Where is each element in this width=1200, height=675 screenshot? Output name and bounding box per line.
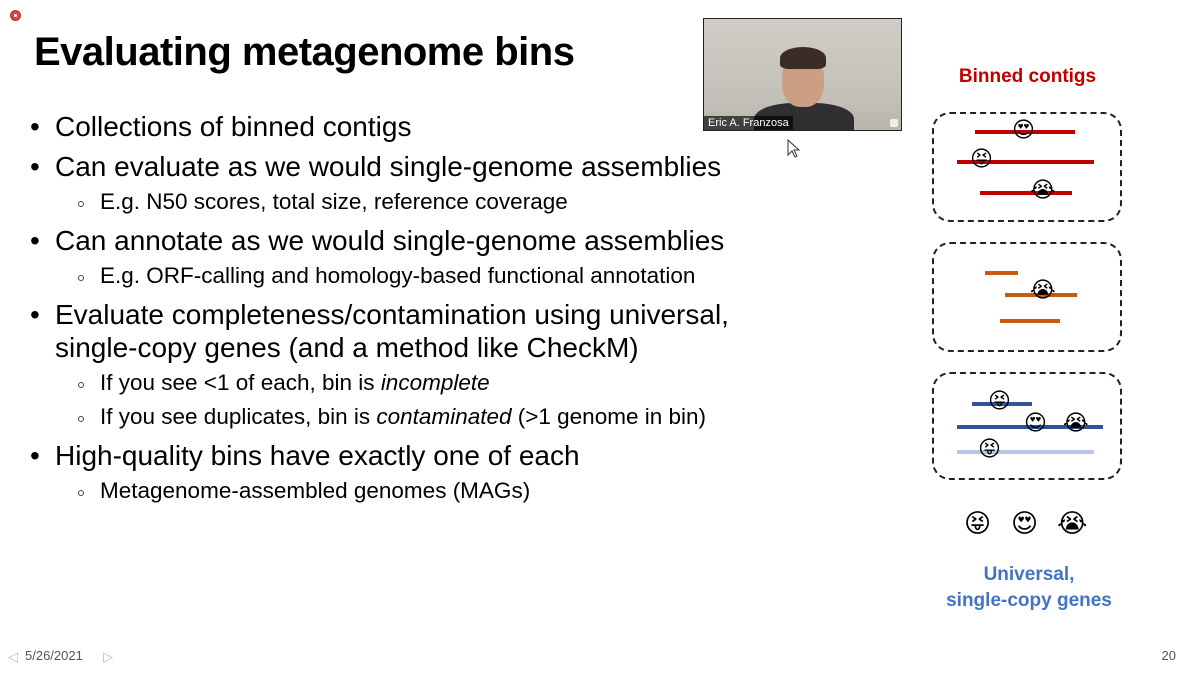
bullet-annotate: • Can annotate as we would single-genome assemblies [30, 224, 890, 257]
crying-emoji-icon: 😭 [1030, 278, 1056, 303]
next-slide-arrow-icon[interactable]: ▷ [103, 649, 113, 664]
slide-title: Evaluating metagenome bins [34, 30, 575, 74]
presenter-name: Eric A. Franzosa [704, 116, 793, 130]
tongue-emoji-icon: 😝 [970, 147, 993, 172]
bullet-list [30, 110, 890, 506]
previous-slide-arrow-icon[interactable]: ◁ [8, 649, 18, 664]
presenter-hair [780, 47, 826, 69]
bullet-collections: • Collections of binned contigs [30, 110, 890, 143]
bullet-completeness-line2: single-copy genes (and a method like CheckM) [55, 332, 639, 363]
contig-line [1000, 319, 1060, 323]
sub-bullet-orf: E.g. ORF-calling and homology-based functional annotation [30, 261, 890, 291]
bullet-high-quality: • High-quality bins have exactly one of each [30, 439, 890, 472]
contig-line [980, 191, 1072, 195]
sub-bullet-contaminated [30, 402, 890, 432]
heart-eyes-emoji-icon: 😍 [1012, 118, 1035, 143]
incomplete-emphasis: incomplete [380, 370, 490, 395]
crying-emoji-icon: 😭 [1063, 411, 1089, 436]
tongue-emoji-icon: 😝 [988, 389, 1011, 414]
slide-date: 5/26/2021 [25, 648, 83, 663]
mouse-cursor-icon [787, 139, 801, 159]
heart-eyes-emoji-icon: 😍 [1024, 411, 1047, 436]
tongue-emoji-icon: 😝 [964, 509, 992, 539]
microphone-icon [890, 119, 898, 127]
contaminated-text: If you see duplicates, bin is [100, 404, 377, 429]
contig-line [985, 271, 1018, 275]
presenter-video[interactable] [703, 18, 902, 131]
bullet-completeness [30, 298, 890, 364]
incomplete-text: If you see <1 of each, bin is [100, 370, 381, 395]
universal-genes-caption [930, 562, 1128, 614]
sub-bullet-n50: E.g. N50 scores, total size, reference coverage [30, 187, 890, 217]
sub-bullet-mags: Metagenome-assembled genomes (MAGs) [30, 476, 890, 506]
universal-caption-line1: Universal, [983, 564, 1075, 585]
sub-bullet-incomplete [30, 368, 890, 398]
slide-number: 20 [1161, 648, 1176, 663]
bullet-completeness-line1: Evaluate completeness/contamination using universal, [55, 299, 729, 330]
recording-indicator-icon [10, 10, 21, 21]
contaminated-suffix: (>1 genome in bin) [511, 404, 706, 429]
binned-contigs-title: Binned contigs [958, 66, 1097, 87]
universal-caption-line2: single-copy genes [946, 590, 1112, 611]
tongue-emoji-icon: 😝 [978, 437, 1001, 462]
bin-box-2 [932, 242, 1122, 352]
crying-emoji-icon: 😭 [1030, 178, 1056, 203]
crying-emoji-icon: 😭 [1057, 509, 1088, 539]
heart-eyes-emoji-icon: 😍 [1011, 509, 1039, 539]
contaminated-emphasis: contaminated [376, 404, 512, 429]
bullet-evaluate: • Can evaluate as we would single-genome assemblies [30, 150, 890, 183]
